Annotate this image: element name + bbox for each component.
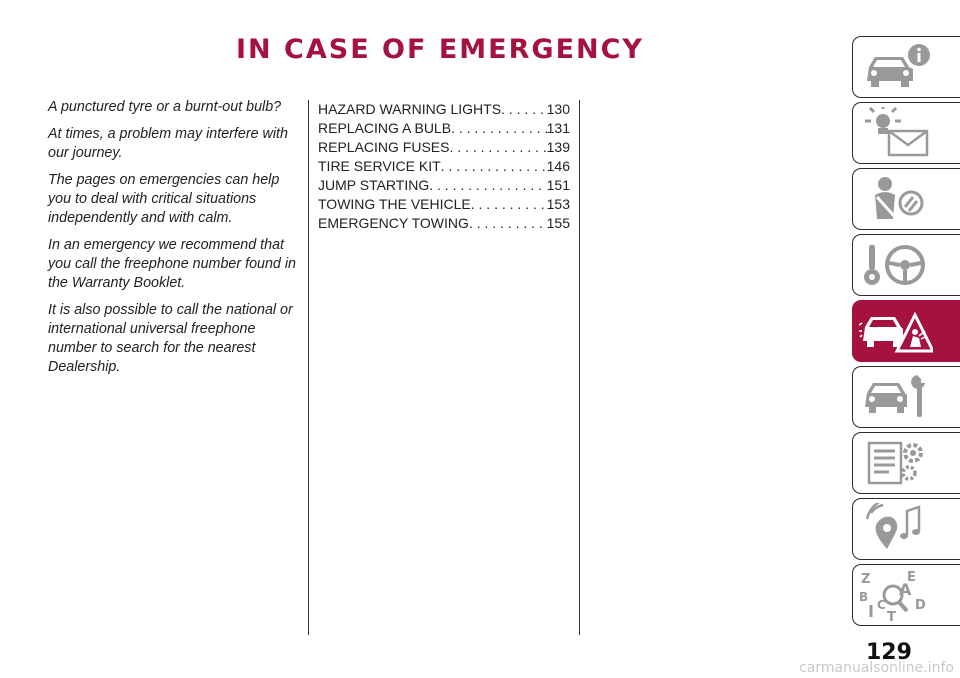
car-wrench-icon [859, 371, 933, 423]
intro-paragraph: In an emergency we recommend that you call the freephone number found in the Warranty Booklet. [48, 237, 296, 291]
tab-safety[interactable] [852, 168, 960, 230]
table-of-contents [318, 100, 570, 233]
column-divider [579, 100, 580, 635]
tab-warning-lights[interactable] [852, 102, 960, 164]
intro-paragraph: A punctured tyre or a burnt-out bulb? [48, 99, 282, 115]
toc-leader [501, 100, 547, 119]
toc-page: 151 [546, 177, 570, 193]
toc-entry-hazard-warning-lights[interactable] [318, 100, 570, 119]
toc-leader [449, 138, 546, 157]
toc-entry-jump-starting[interactable] [318, 176, 570, 195]
index-letter: E [907, 570, 916, 585]
multimedia-music-icon [859, 503, 933, 555]
index-letter: T [887, 610, 896, 621]
tab-in-case-of-emergency[interactable] [852, 300, 960, 362]
steering-wheel-key-icon [859, 239, 933, 291]
car-breakdown-warning-icon [859, 305, 933, 357]
warning-light-envelope-icon [859, 107, 933, 159]
index-letter: C [877, 598, 886, 612]
toc-entry-replacing-fuses[interactable] [318, 138, 570, 157]
toc-leader [429, 176, 546, 195]
tab-servicing-maintenance[interactable] [852, 366, 960, 428]
toc-leader [469, 214, 547, 233]
toc-page: 139 [546, 139, 570, 155]
intro-text [48, 98, 303, 385]
toc-label: TOWING THE VEHICLE [318, 196, 471, 212]
tab-multimedia[interactable] [852, 498, 960, 560]
index-letter: Z [861, 572, 871, 587]
toc-label: REPLACING A BULB [318, 120, 452, 136]
page-title: IN CASE OF EMERGENCY [236, 34, 644, 65]
index-letter: D [915, 598, 926, 613]
page-number: 129 [866, 640, 912, 665]
tab-technical-specifications[interactable] [852, 432, 960, 494]
toc-page: 146 [546, 158, 570, 174]
seat-belt-airbag-icon [859, 173, 933, 225]
column-divider [308, 100, 309, 635]
index-letters-icon [859, 569, 933, 621]
intro-paragraph: It is also possible to call the national or international universal freephone number to search for the nearest Dealership. [48, 302, 293, 375]
toc-entry-emergency-towing[interactable] [318, 214, 570, 233]
toc-entry-replacing-a-bulb[interactable] [318, 119, 570, 138]
index-letter: B [859, 590, 869, 604]
specifications-gear-icon [859, 437, 933, 489]
car-info-icon [859, 41, 933, 93]
intro-paragraph: The pages on emergencies can help you to deal with critical situations independently and with calm. [48, 172, 280, 226]
toc-label: EMERGENCY TOWING [318, 215, 469, 231]
toc-page: 131 [546, 120, 570, 136]
toc-leader [441, 157, 547, 176]
toc-label: REPLACING FUSES [318, 139, 450, 155]
toc-page: 130 [546, 101, 570, 117]
toc-label: TIRE SERVICE KIT [318, 158, 441, 174]
watermark: carmanualsonline.info [799, 660, 954, 676]
toc-entry-tire-service-kit[interactable] [318, 157, 570, 176]
toc-entry-towing-the-vehicle[interactable] [318, 195, 570, 214]
toc-label: JUMP STARTING [318, 177, 430, 193]
toc-page: 153 [546, 196, 570, 212]
toc-page: 155 [546, 215, 570, 231]
toc-label: HAZARD WARNING LIGHTS [318, 101, 502, 117]
toc-leader [471, 195, 547, 214]
intro-paragraph: At times, a problem may interfere with our journey. [48, 126, 288, 161]
toc-leader [451, 119, 547, 138]
tab-index[interactable] [852, 564, 960, 626]
index-letter: A [899, 580, 912, 599]
tab-car-info[interactable] [852, 36, 960, 98]
tab-starting-driving[interactable] [852, 234, 960, 296]
